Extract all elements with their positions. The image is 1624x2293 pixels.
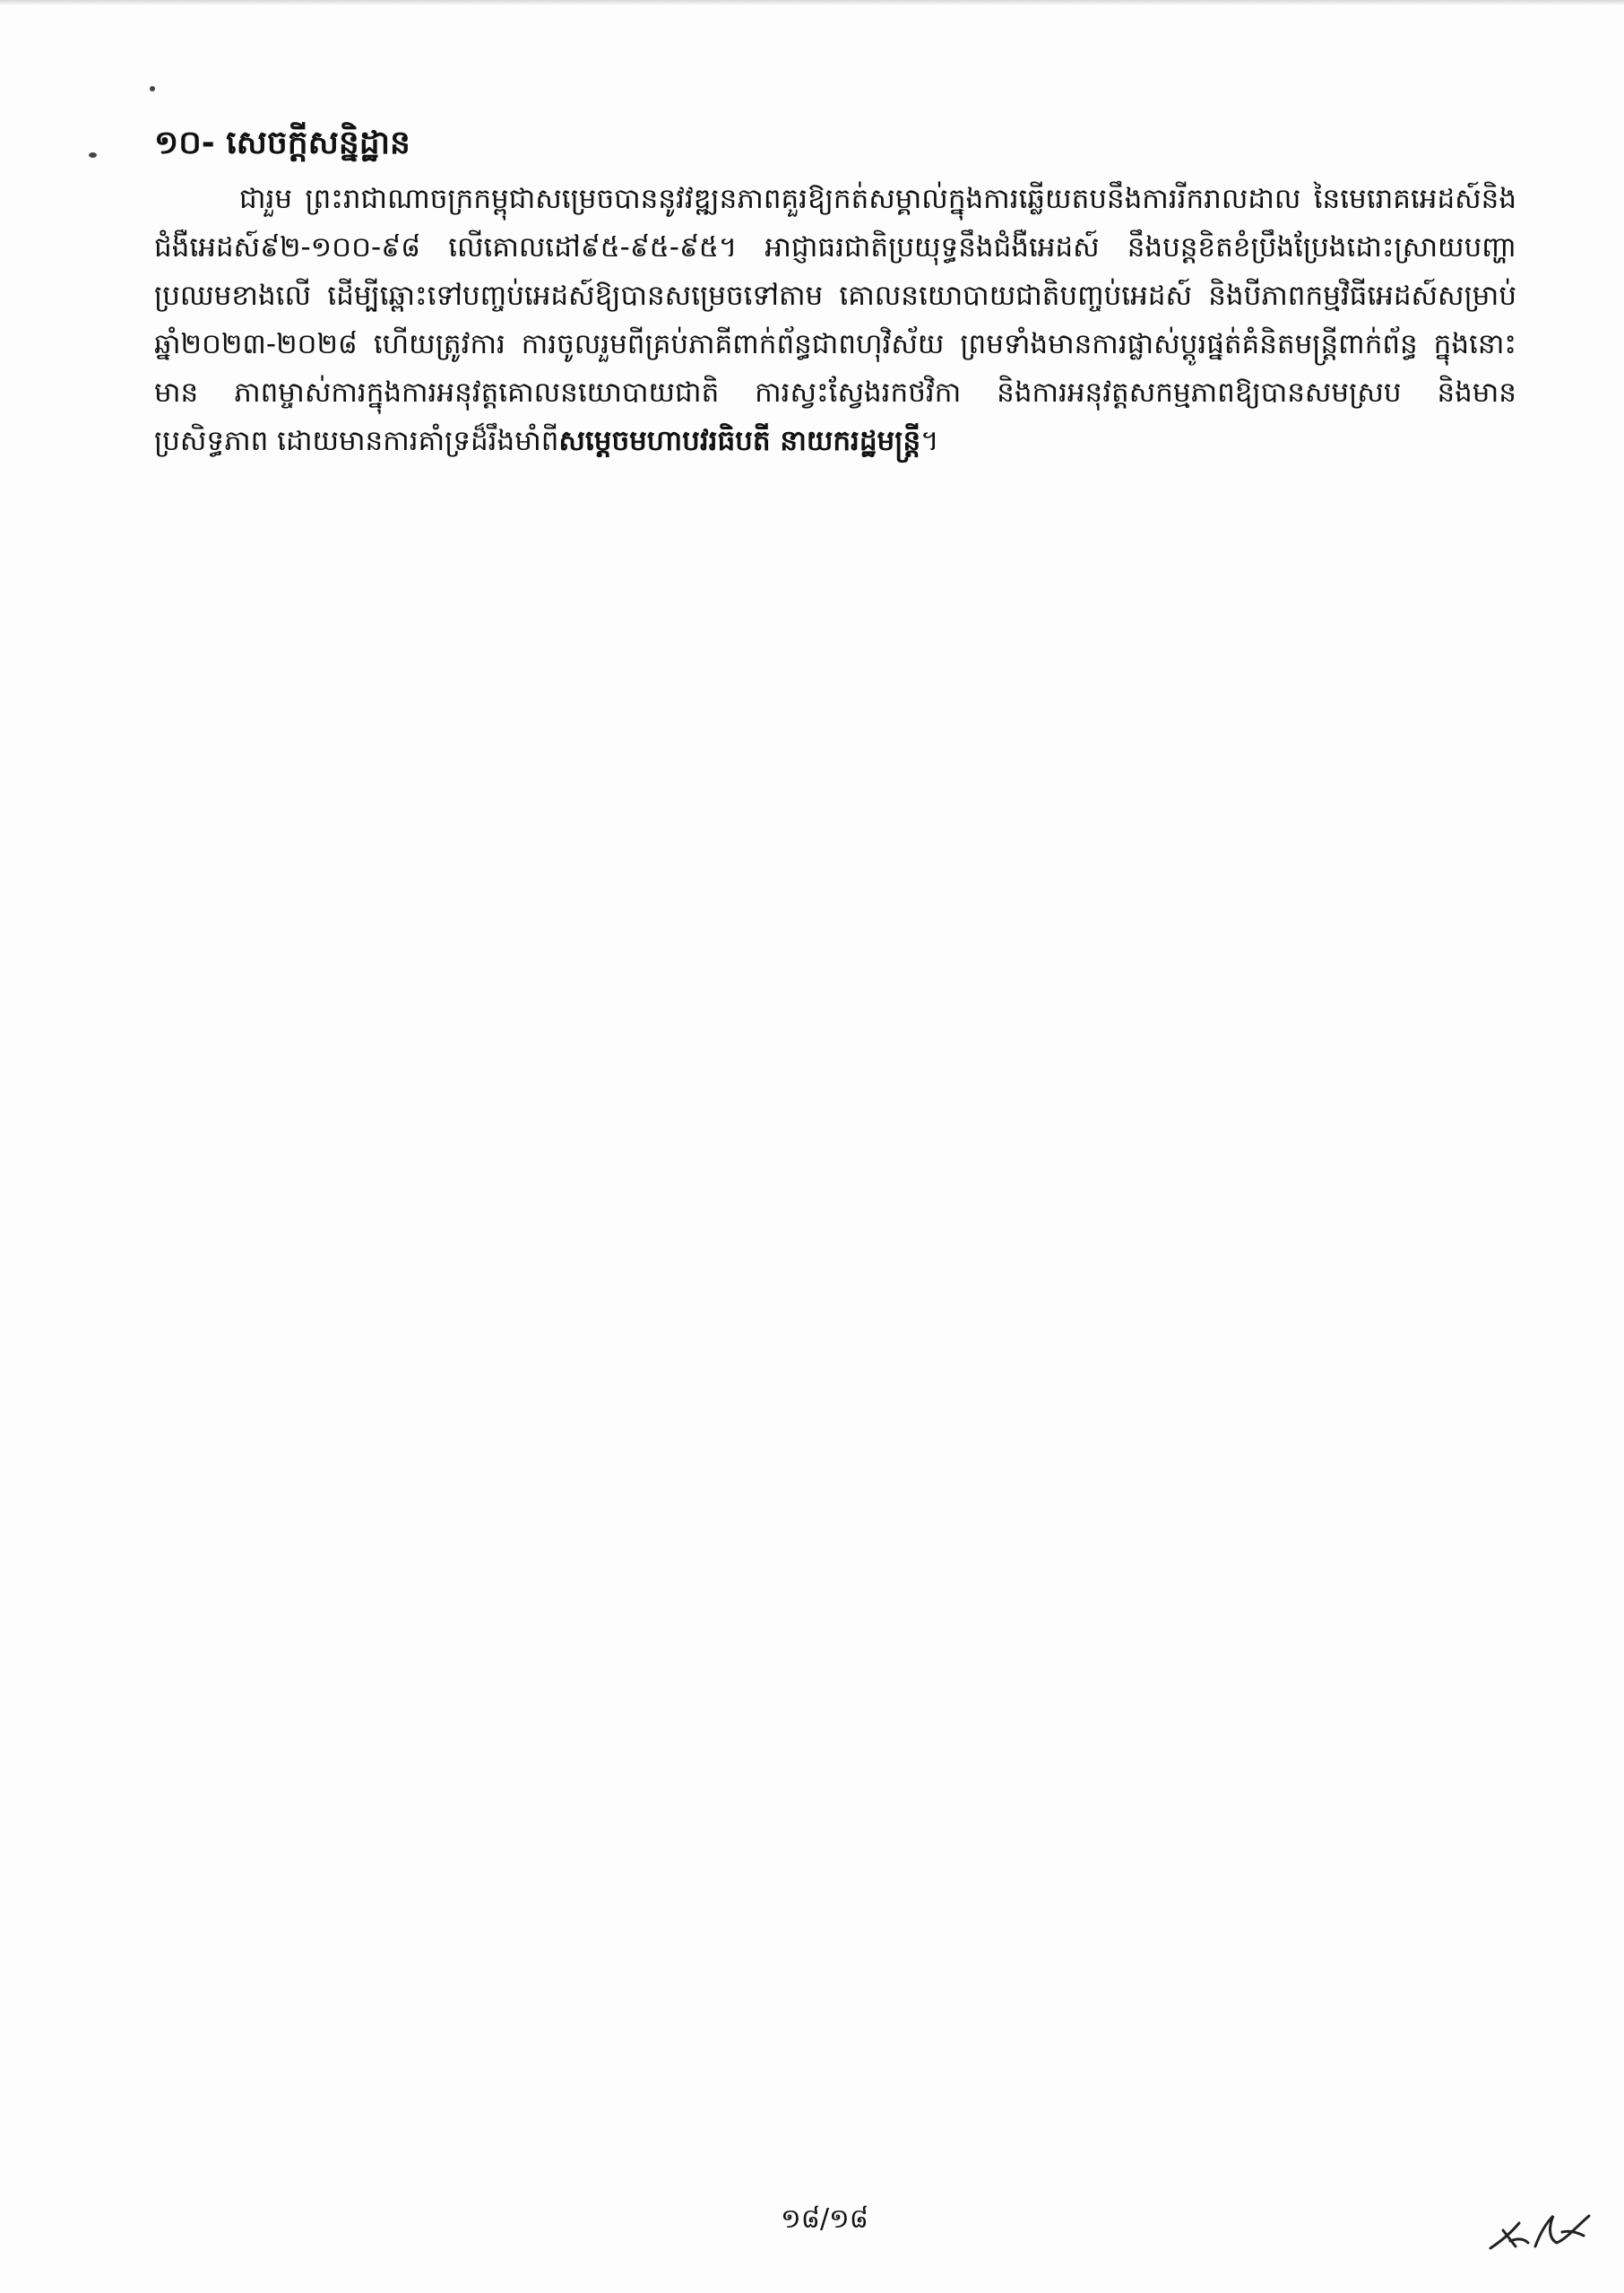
scan-speck: [89, 152, 97, 158]
paragraph-text: ជារួម ព្រះរាជាណាចក្រកម្ពុជាសម្រេចបាននូវវឌ្ឍនភាពគួរឱ្យកត់សម្គាល់ក្នុងការឆ្លើយតបនឹងការរីករាលដាល នៃមេរោគអេដស៍និងជំងឺអេដស៍៩២-១០០-៩៨ លើគោលដៅ៩៥-៩៥-៩៥។ អាជ្ញាធរជាតិប្រយុទ្ធនឹងជំងឺអេដស៍ នឹងបន្តខិតខំប្រឹងប្រែងដោះស្រាយបញ្ហាប្រឈមខាងលើ ដើម្បីឆ្ពោះទៅបញ្ចប់អេដស៍ឱ្យបានសម្រេចទៅតាម គោលនយោបាយជាតិបញ្ចប់អេដស៍ និងបីភាពកម្មវិធីអេដស៍សម្រាប់ឆ្នាំ២០២៣-២០២៨ ហើយត្រូវការ ការចូលរួមពីគ្រប់ភាគីពាក់ព័ន្ធជាពហុវិស័យ ព្រមទាំងមានការផ្លាស់ប្តូរផ្នត់គំនិតមន្ត្រីពាក់ព័ន្ធ ក្នុងនោះមាន ភាពម្ចាស់ការក្នុងការអនុវត្តគោលនយោបាយជាតិ ការស្វះស្វែងរកថវិកា និងការអនុវត្តសកម្មភាពឱ្យបានសមស្រប និងមានប្រសិទ្ធភាព ដោយមានការគាំទ្រដ៏រឹងមាំពី: [154, 183, 1516, 457]
scan-edge: [0, 0, 1624, 5]
section-heading: ១០- សេចក្តីសន្និដ្ឋាន: [154, 125, 410, 161]
handwritten-initials-icon: [1483, 2196, 1600, 2259]
page-number: ១៨/១៨: [781, 2203, 868, 2235]
scan-speck: [150, 86, 155, 91]
paragraph-end: ។: [920, 425, 939, 457]
conclusion-paragraph: [154, 175, 1516, 465]
paragraph-emphasis: សម្តេចមហាបវរធិបតី នាយករដ្ឋមន្ត្រី: [558, 425, 921, 457]
